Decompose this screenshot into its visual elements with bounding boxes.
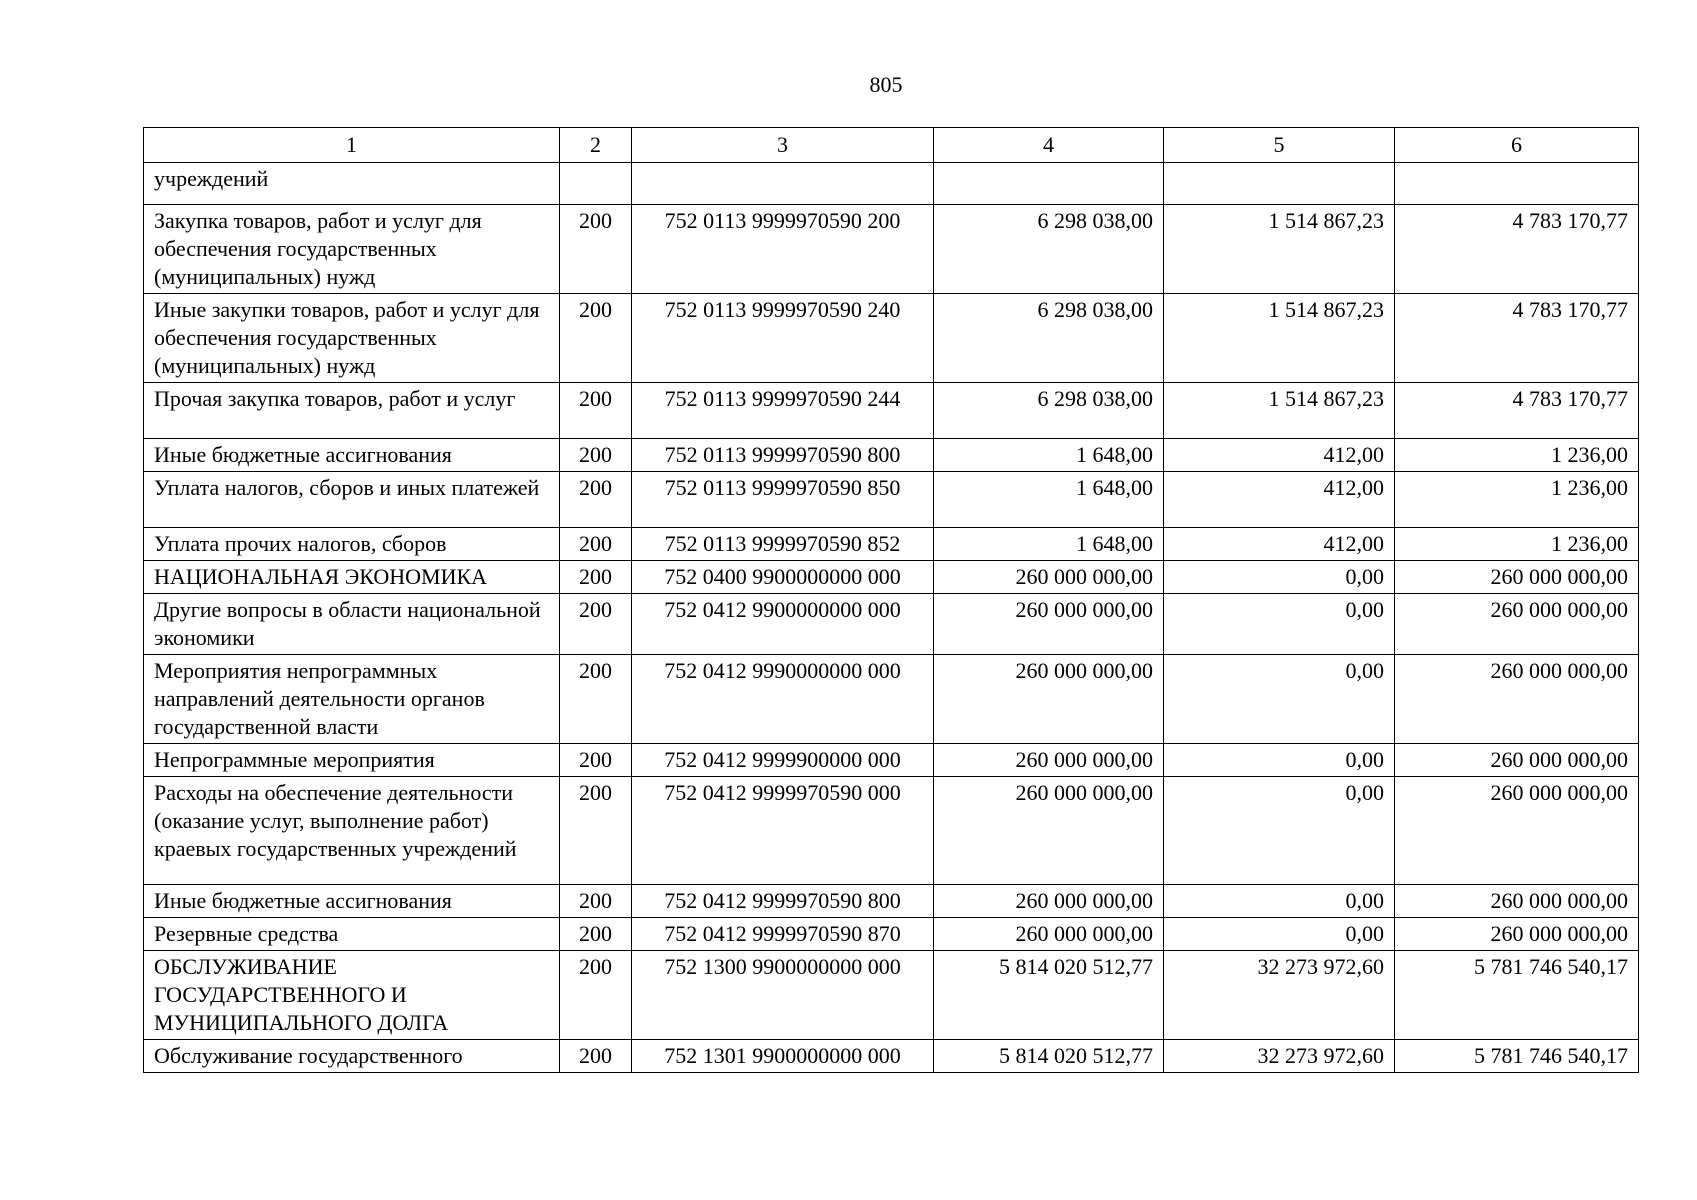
row-executed-amount-cell: 0,00 — [1164, 594, 1395, 655]
row-line-code-cell: 200 — [560, 594, 632, 655]
row-unexecuted-amount-cell: 1 236,00 — [1395, 439, 1639, 472]
row-approved-amount-cell: 260 000 000,00 — [934, 777, 1164, 885]
row-approved-amount-cell: 6 298 038,00 — [934, 294, 1164, 383]
row-unexecuted-amount-cell: 260 000 000,00 — [1395, 655, 1639, 744]
row-approved-amount-cell — [934, 163, 1164, 205]
row-approved-amount-cell: 260 000 000,00 — [934, 561, 1164, 594]
row-unexecuted-amount-cell: 4 783 170,77 — [1395, 294, 1639, 383]
row-unexecuted-amount-cell — [1395, 163, 1639, 205]
row-unexecuted-amount-cell: 260 000 000,00 — [1395, 744, 1639, 777]
header-col-2: 2 — [560, 128, 632, 163]
row-line-code-cell: 200 — [560, 383, 632, 439]
table-row — [144, 561, 1639, 594]
row-classification-code-cell: 752 0412 9999970590 870 — [632, 918, 934, 951]
row-executed-amount-cell: 412,00 — [1164, 528, 1395, 561]
row-line-code-cell: 200 — [560, 294, 632, 383]
row-unexecuted-amount-cell: 260 000 000,00 — [1395, 561, 1639, 594]
row-line-code-cell: 200 — [560, 655, 632, 744]
row-line-code-cell: 200 — [560, 885, 632, 918]
row-executed-amount-cell: 0,00 — [1164, 744, 1395, 777]
row-unexecuted-amount-cell: 4 783 170,77 — [1395, 205, 1639, 294]
row-approved-amount-cell: 260 000 000,00 — [934, 885, 1164, 918]
row-unexecuted-amount-cell: 5 781 746 540,17 — [1395, 1040, 1639, 1073]
row-executed-amount-cell: 0,00 — [1164, 885, 1395, 918]
header-col-1: 1 — [144, 128, 560, 163]
header-col-5: 5 — [1164, 128, 1395, 163]
row-name-cell: Иные закупки товаров, работ и услуг для обеспечения государственных (муниципальных) нужд — [144, 294, 560, 383]
header-col-3: 3 — [632, 128, 934, 163]
row-unexecuted-amount-cell: 260 000 000,00 — [1395, 594, 1639, 655]
row-unexecuted-amount-cell: 1 236,00 — [1395, 472, 1639, 528]
table-row — [144, 1040, 1639, 1073]
row-name-cell: Уплата прочих налогов, сборов — [144, 528, 560, 561]
row-name-cell: Непрограммные мероприятия — [144, 744, 560, 777]
row-unexecuted-amount-cell: 260 000 000,00 — [1395, 885, 1639, 918]
row-approved-amount-cell: 1 648,00 — [934, 472, 1164, 528]
row-approved-amount-cell: 6 298 038,00 — [934, 383, 1164, 439]
row-name-cell: Иные бюджетные ассигнования — [144, 885, 560, 918]
row-approved-amount-cell: 1 648,00 — [934, 439, 1164, 472]
budget-table — [143, 127, 1639, 1073]
row-name-cell: Прочая закупка товаров, работ и услуг — [144, 383, 560, 439]
table-row — [144, 383, 1639, 439]
page-number: 805 — [869, 72, 903, 97]
row-approved-amount-cell: 6 298 038,00 — [934, 205, 1164, 294]
row-classification-code-cell: 752 1301 9900000000 000 — [632, 1040, 934, 1073]
row-executed-amount-cell — [1164, 163, 1395, 205]
row-classification-code-cell: 752 0113 9999970590 800 — [632, 439, 934, 472]
row-classification-code-cell: 752 1300 9900000000 000 — [632, 951, 934, 1040]
row-executed-amount-cell: 0,00 — [1164, 777, 1395, 885]
row-name-cell: Резервные средства — [144, 918, 560, 951]
table-row — [144, 918, 1639, 951]
row-line-code-cell — [560, 163, 632, 205]
row-name-cell: Иные бюджетные ассигнования — [144, 439, 560, 472]
table-row — [144, 885, 1639, 918]
row-name-cell: НАЦИОНАЛЬНАЯ ЭКОНОМИКА — [144, 561, 560, 594]
row-approved-amount-cell: 260 000 000,00 — [934, 918, 1164, 951]
row-line-code-cell: 200 — [560, 918, 632, 951]
row-classification-code-cell: 752 0113 9999970590 850 — [632, 472, 934, 528]
row-unexecuted-amount-cell: 5 781 746 540,17 — [1395, 951, 1639, 1040]
row-executed-amount-cell: 1 514 867,23 — [1164, 294, 1395, 383]
row-classification-code-cell: 752 0412 9999970590 800 — [632, 885, 934, 918]
header-col-4: 4 — [934, 128, 1164, 163]
row-name-cell: Другие вопросы в области национальной экономики — [144, 594, 560, 655]
table-row — [144, 777, 1639, 885]
row-line-code-cell: 200 — [560, 439, 632, 472]
row-approved-amount-cell: 260 000 000,00 — [934, 744, 1164, 777]
row-executed-amount-cell: 0,00 — [1164, 918, 1395, 951]
row-approved-amount-cell: 1 648,00 — [934, 528, 1164, 561]
row-approved-amount-cell: 5 814 020 512,77 — [934, 1040, 1164, 1073]
row-classification-code-cell: 752 0412 9990000000 000 — [632, 655, 934, 744]
row-approved-amount-cell: 5 814 020 512,77 — [934, 951, 1164, 1040]
row-executed-amount-cell: 32 273 972,60 — [1164, 951, 1395, 1040]
table-row — [144, 439, 1639, 472]
row-classification-code-cell: 752 0113 9999970590 852 — [632, 528, 934, 561]
row-line-code-cell: 200 — [560, 205, 632, 294]
row-approved-amount-cell: 260 000 000,00 — [934, 594, 1164, 655]
row-name-cell: Закупка товаров, работ и услуг для обеспечения государственных (муниципальных) нужд — [144, 205, 560, 294]
table-row — [144, 655, 1639, 744]
row-classification-code-cell: 752 0400 9900000000 000 — [632, 561, 934, 594]
row-line-code-cell: 200 — [560, 744, 632, 777]
table-row — [144, 163, 1639, 205]
header-col-6: 6 — [1395, 128, 1639, 163]
row-name-cell: Обслуживание государственного — [144, 1040, 560, 1073]
row-unexecuted-amount-cell: 4 783 170,77 — [1395, 383, 1639, 439]
row-line-code-cell: 200 — [560, 561, 632, 594]
row-unexecuted-amount-cell: 260 000 000,00 — [1395, 777, 1639, 885]
row-line-code-cell: 200 — [560, 951, 632, 1040]
row-executed-amount-cell: 1 514 867,23 — [1164, 205, 1395, 294]
table-body — [144, 163, 1639, 1073]
row-line-code-cell: 200 — [560, 528, 632, 561]
row-classification-code-cell: 752 0412 9900000000 000 — [632, 594, 934, 655]
row-executed-amount-cell: 0,00 — [1164, 655, 1395, 744]
row-name-cell: Расходы на обеспечение деятельности (оказание услуг, выполнение работ) краевых государственных учреждений — [144, 777, 560, 885]
row-classification-code-cell: 752 0412 9999970590 000 — [632, 777, 934, 885]
row-executed-amount-cell: 32 273 972,60 — [1164, 1040, 1395, 1073]
row-line-code-cell: 200 — [560, 777, 632, 885]
row-classification-code-cell: 752 0113 9999970590 200 — [632, 205, 934, 294]
row-classification-code-cell: 752 0113 9999970590 244 — [632, 383, 934, 439]
row-name-cell: ОБСЛУЖИВАНИЕ ГОСУДАРСТВЕННОГО И МУНИЦИПАЛЬНОГО ДОЛГА — [144, 951, 560, 1040]
header-row — [144, 128, 1639, 163]
row-name-cell: Уплата налогов, сборов и иных платежей — [144, 472, 560, 528]
table-row — [144, 951, 1639, 1040]
row-approved-amount-cell: 260 000 000,00 — [934, 655, 1164, 744]
row-executed-amount-cell: 0,00 — [1164, 561, 1395, 594]
row-unexecuted-amount-cell: 260 000 000,00 — [1395, 918, 1639, 951]
row-line-code-cell: 200 — [560, 472, 632, 528]
table-row — [144, 294, 1639, 383]
row-unexecuted-amount-cell: 1 236,00 — [1395, 528, 1639, 561]
row-executed-amount-cell: 412,00 — [1164, 472, 1395, 528]
row-line-code-cell: 200 — [560, 1040, 632, 1073]
table-row — [144, 528, 1639, 561]
table-row — [144, 594, 1639, 655]
table-row — [144, 744, 1639, 777]
row-executed-amount-cell: 1 514 867,23 — [1164, 383, 1395, 439]
table-row — [144, 472, 1639, 528]
row-classification-code-cell: 752 0113 9999970590 240 — [632, 294, 934, 383]
row-name-cell: учреждений — [144, 163, 560, 205]
row-executed-amount-cell: 412,00 — [1164, 439, 1395, 472]
row-classification-code-cell — [632, 163, 934, 205]
row-classification-code-cell: 752 0412 9999900000 000 — [632, 744, 934, 777]
table-row — [144, 205, 1639, 294]
row-name-cell: Мероприятия непрограммных направлений деятельности органов государственной власти — [144, 655, 560, 744]
